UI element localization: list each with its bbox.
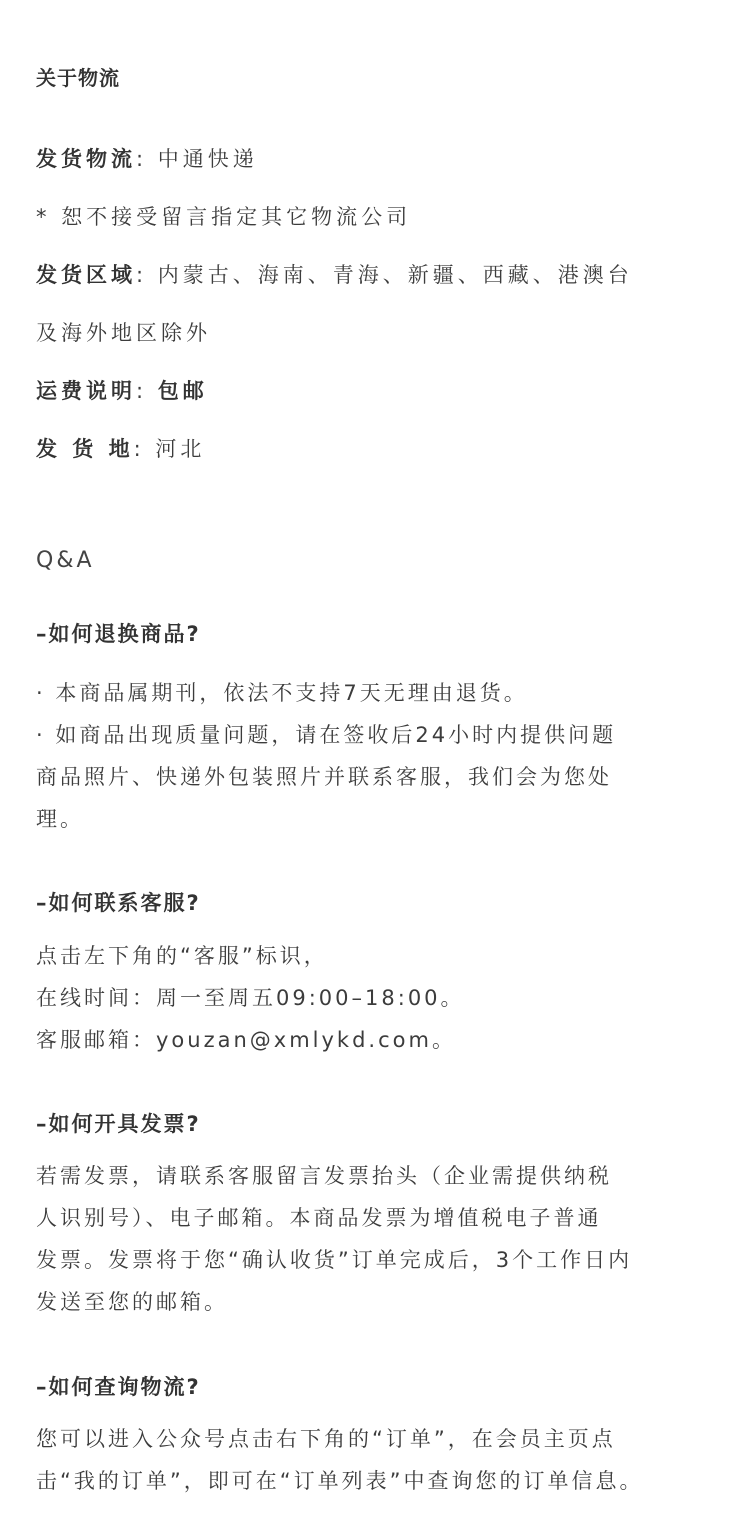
- answer-line: 在线时间：周一至周五09:00–18:00。: [36, 986, 465, 1010]
- answer-line: · 如商品出现质量问题，请在签收后24小时内提供问题: [36, 723, 617, 747]
- shipping-fee-value: 包邮: [157, 379, 208, 403]
- answer-line: 点击左下角的“客服”标识，: [36, 944, 328, 968]
- shipping-area-value: 内蒙古、海南、青海、新疆、西藏、港澳台: [157, 263, 633, 287]
- answer-line: 人识别号）、电子邮箱。本商品发票为增值税电子普通: [36, 1206, 602, 1230]
- carrier-note: * 恕不接受留言指定其它物流公司: [36, 205, 412, 229]
- colon: :: [136, 379, 148, 403]
- answer-line: 若需发票，请联系客服留言发票抬头（企业需提供纳税: [36, 1164, 612, 1188]
- question-return: –如何退换商品?: [36, 622, 201, 646]
- answer-line: 击“我的订单”，即可在“订单列表”中查询您的订单信息。: [36, 1469, 644, 1493]
- shipping-carrier-row: [36, 143, 258, 173]
- answer-line: · 本商品属期刊，依法不支持7天无理由退货。: [36, 681, 528, 705]
- answer-line: 发票。发票将于您“确认收货”订单完成后，3个工作日内: [36, 1248, 633, 1272]
- answer-line: 您可以进入公众号点击右下角的“订单”，在会员主页点: [36, 1427, 616, 1451]
- colon: :: [136, 263, 148, 287]
- shipping-area-row: [36, 259, 633, 289]
- shipping-carrier-label: 发货物流: [36, 147, 136, 171]
- shipping-origin-label: 发 货 地: [36, 437, 134, 461]
- shipping-area-label: 发货区域: [36, 263, 136, 287]
- shipping-origin-value: 河北: [155, 437, 206, 461]
- shipping-area-value-cont: 及海外地区除外: [36, 321, 211, 345]
- question-invoice: –如何开具发票?: [36, 1112, 201, 1136]
- shipping-fee-label: 运费说明: [36, 379, 136, 403]
- colon: :: [133, 437, 145, 461]
- shipping-carrier-value: 中通快递: [157, 147, 258, 171]
- logistics-section-title: 关于物流: [36, 66, 120, 90]
- question-contact: –如何联系客服?: [36, 891, 201, 915]
- colon: :: [136, 147, 148, 171]
- qa-section-title: Q&A: [36, 548, 95, 573]
- answer-line: 客服邮箱：youzan@xmlykd.com。: [36, 1028, 456, 1052]
- shipping-fee-row: [36, 375, 208, 405]
- answer-line: 发送至您的邮箱。: [36, 1290, 228, 1314]
- shipping-origin-row: [36, 433, 205, 463]
- question-tracking: –如何查询物流?: [36, 1375, 201, 1399]
- answer-line: 理。: [36, 807, 84, 831]
- answer-line: 商品照片、快递外包装照片并联系客服，我们会为您处: [36, 765, 612, 789]
